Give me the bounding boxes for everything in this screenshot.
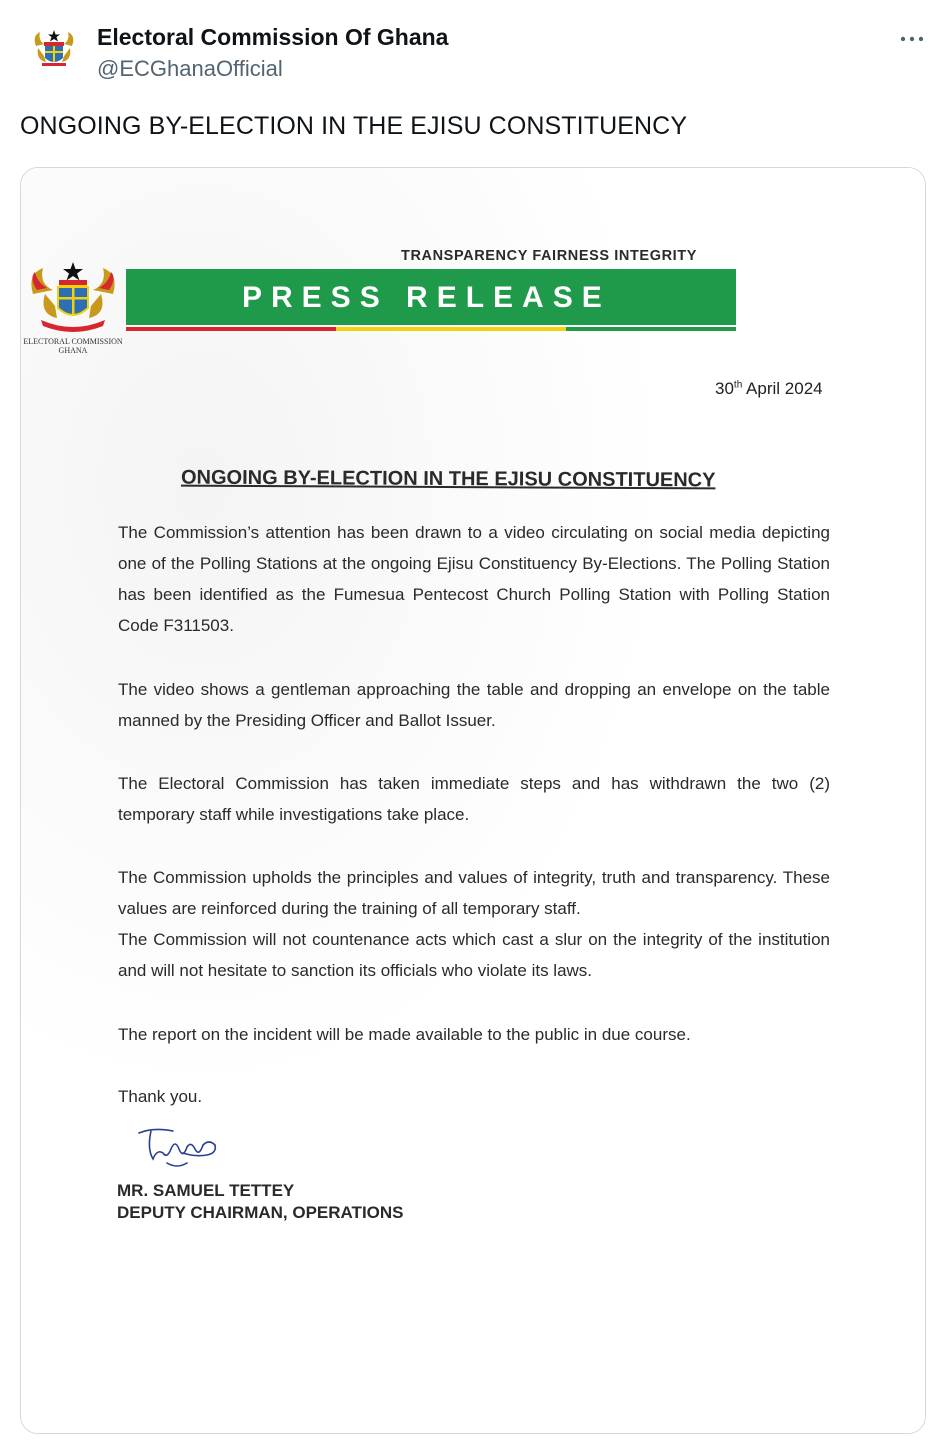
date-suffix: th [733, 379, 743, 391]
document-heading: ONGOING BY-ELECTION IN THE EJISU CONSTITUENCY [180, 466, 716, 492]
banner-stripe-red [126, 327, 336, 331]
date-day: 30 [715, 379, 734, 398]
banner-stripe-yellow [336, 327, 566, 331]
coat-of-arms-icon [26, 26, 82, 82]
press-release-document [21, 168, 926, 1434]
more-options-button[interactable] [892, 22, 932, 56]
paragraph: The video shows a gentleman approaching the table and dropping an envelope on the table manned by the Presiding Officer and Ballot Issuer. [118, 680, 830, 730]
paragraph: The Commission’s attention has been drawn to a video circulating on social media depicting one of the Polling Stations at the ongoing Ejisu Constituency By-Elections. The Polling Station has been identified as the Fumesua Pentecost Church Polling Station with Polling Station Code F311503. [118, 523, 830, 635]
signature [133, 1119, 225, 1171]
author-name[interactable]: Electoral Commission Of Ghana [97, 24, 449, 50]
motto: TRANSPARENCY FAIRNESS INTEGRITY [401, 248, 698, 264]
paragraph: The Commission upholds the principles and values of integrity, truth and transparency. These values are reinforced during the training of all temporary staff. [118, 868, 830, 918]
paragraph: The Electoral Commission has taken immediate steps and has withdrawn the two (2) temporary staff while investigations take place. [118, 774, 830, 824]
date-rest: April 2024 [742, 379, 823, 398]
banner-title: PRESS RELEASE [242, 281, 611, 314]
avatar[interactable] [26, 26, 82, 82]
tweet-media-image[interactable] [20, 167, 926, 1434]
crest-caption-line2: GHANA [58, 346, 88, 355]
document-date [715, 379, 823, 399]
author-handle[interactable]: @ECGhanaOfficial [97, 56, 283, 81]
tweet-text: ONGOING BY-ELECTION IN THE EJISU CONSTITUENCY [20, 112, 688, 140]
crest-caption-line1: ELECTORAL COMMISSION [23, 337, 123, 346]
banner-stripe-green [566, 327, 736, 331]
coat-of-arms-logo [27, 260, 119, 338]
signatory-title: DEPUTY CHAIRMAN, OPERATIONS [117, 1203, 404, 1222]
closing-line: Thank you. [118, 1087, 203, 1106]
more-horizontal-icon [900, 35, 924, 43]
press-release-banner [126, 269, 736, 336]
tweet-header [20, 22, 932, 92]
crest-caption [21, 337, 125, 355]
paragraph: The Commission will not countenance acts which cast a slur on the integrity of the institution and will not hesitate to sanction its officials who violate its laws. [118, 930, 830, 980]
signatory-name: MR. SAMUEL TETTEY [117, 1181, 295, 1200]
paragraph: The report on the incident will be made available to the public in due course. [118, 1025, 691, 1044]
